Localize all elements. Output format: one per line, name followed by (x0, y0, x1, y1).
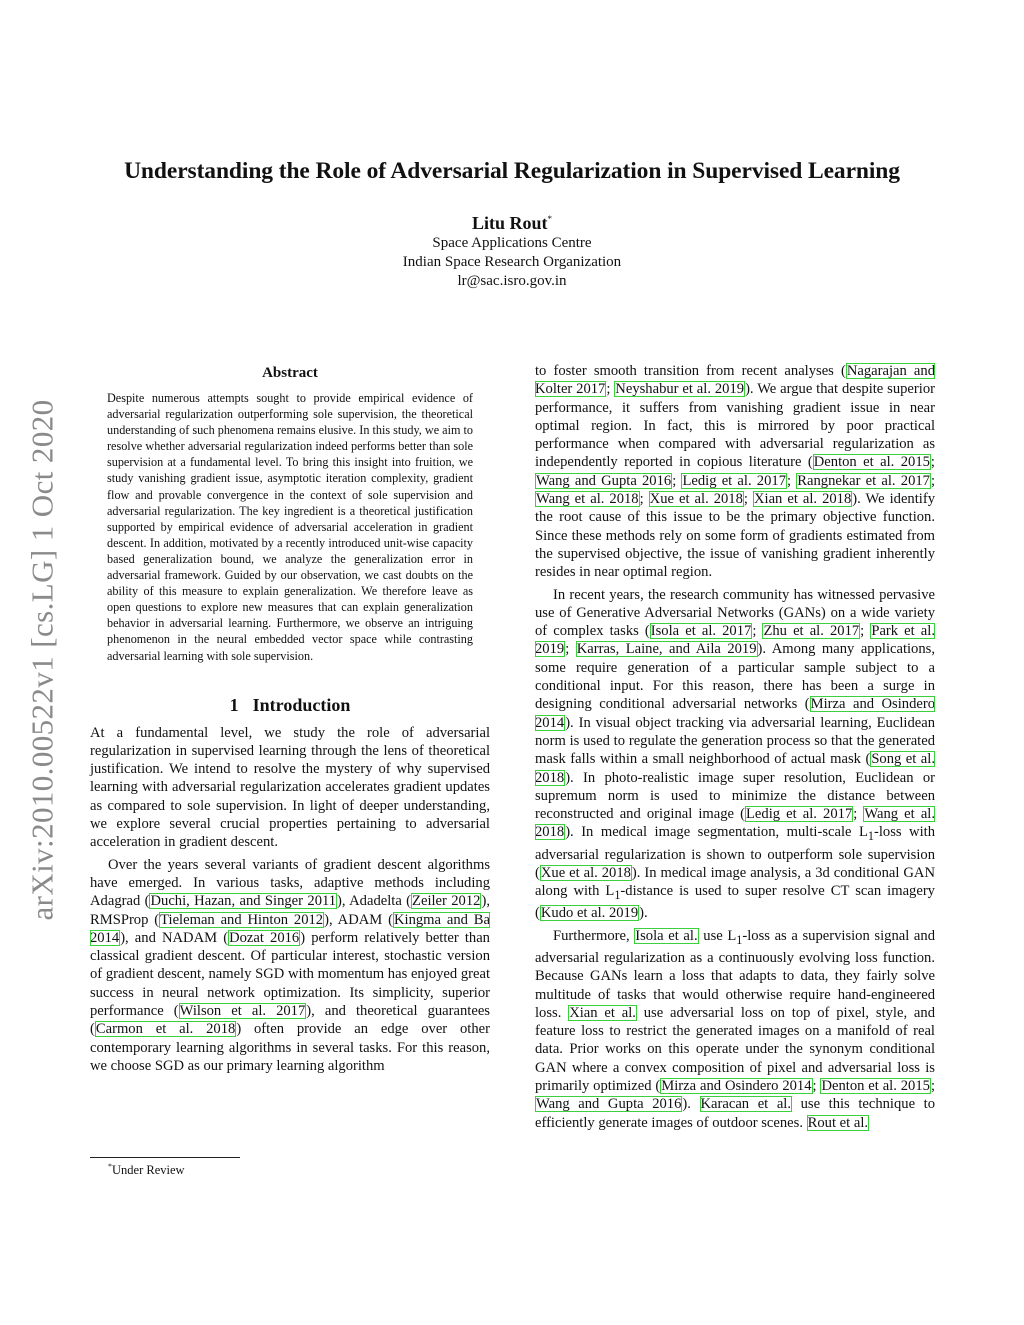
intro-paragraph: At a fundamental level, we study the role of adversarial regularization in supervised learning through the lens of theoretical justification. We intend to resolve the mystery of why supervised learning with adversarial regularization accelerates gradient updates as compared to sole supervision. In light of deeper understanding, we explore several crucial properties pertaining to adversarial acceleration in gradient descent. (90, 724, 490, 851)
abstract-heading: Abstract (262, 365, 318, 381)
citation-link[interactable]: Denton et al. 2015 (821, 1078, 930, 1094)
citation-link[interactable]: Wang et al. 2018 (536, 491, 639, 508)
citation-link[interactable]: Zhu et al. 2017 (763, 623, 860, 640)
section-heading (90, 694, 490, 716)
citation-link[interactable]: Mirza and Osindero 2014 (661, 1078, 812, 1094)
citation-link[interactable]: Neyshabur et al. 2019 (615, 381, 745, 398)
citation-link[interactable]: Kudo et al. 2019 (540, 905, 639, 922)
affiliation-line: Indian Space Research Organization (402, 254, 622, 270)
body-paragraph: to foster smooth transition from recent analyses (Nagarajan and Kolter 2017; Neyshabur et al. 2019). We argue that despite superior performance, it suffers from vanishing gradient issue in near optimal region. In fact, this is mirrored by poor practical performance when compared with adversarial regularization as independently reported in copious literature (Denton et al. 2015; Wang and Gupta 2016; Ledig et al. 2017; Rangnekar et al. 2017; Wang et al. 2018; Xue et al. 2018; Xian et al. 2018). We identify the root cause of this issue to be the primary objective function. Since these methods rely on some form of gradients estimated from the supervised objective, the issue of vanishing gradient inherently resides in near optimal region. (535, 363, 936, 581)
citation-link[interactable]: Dozat 2016 (229, 929, 300, 946)
footnote-rule (90, 1157, 240, 1158)
citation-link[interactable]: Mirza and Osindero 2014 (535, 696, 936, 731)
citation-link[interactable]: Xue et al. 2018 (540, 864, 631, 881)
citation-link[interactable]: Tieleman and Hinton 2012 (160, 911, 324, 928)
citation-link[interactable]: Ledig et al. 2017 (746, 806, 853, 823)
author-footnote-mark: * (547, 214, 552, 224)
citation-link[interactable]: Isola et al. (635, 927, 698, 944)
affiliation-line: Space Applications Centre (432, 235, 592, 251)
section-number: 1 (229, 694, 239, 715)
right-column (535, 362, 935, 1132)
author-block (0, 208, 1024, 291)
section-title: Introduction (252, 694, 351, 715)
citation-link[interactable]: Kingma and Ba 2014 (90, 911, 490, 946)
arxiv-stamp (5, 365, 80, 955)
footnote (108, 1162, 185, 1178)
body-paragraph: In recent years, the research community has witnessed pervasive use of Generative Adversarial Networks (GANs) on a wide variety of complex tasks (Isola et al. 2017; Zhu et al. 2017; Park et al. 2019; Karras, Laine, and Aila 2019). Among many applications, some require generation of a particular sample subject to a conditional input. For this reason, there has been a surge in designing conditional adversarial networks (Mirza and Osindero 2014). In visual object tracking via adversarial learning, Euclidean norm is used to regulate the generation process so that the generated mask falls within a small neighborhood of actual mask (Song et al. 2018). In photo-realistic image super resolution, Euclidean or supremum norm is used to minimize the distance between reconstructed and original image (Ledig et al. 2017; Wang et al. 2018). In medical image segmentation, multi-scale $L_1$-loss with adversarial regularization is shown to outperform sole supervision (Xue et al. 2018). In medical image analysis, a 3d conditional GAN along with $L_1$-distance is used to super resolve CT scan imagery (Kudo et al. 2019). (535, 586, 936, 922)
citation-link[interactable]: Xue et al. 2018 (649, 491, 743, 508)
citation-link[interactable]: Carmon et al. 2018 (95, 1021, 236, 1038)
abstract-text: Despite numerous attempts sought to provide empirical evidence of adversarial regularization outperforming sole supervision, the theoretical understanding of such phenomena remains elusive. In this study, we aim to resolve whether adversarial regularization indeed performs better than sole supervision at a fundamental level. To bring this insight into fruition, we study vanishing gradient issue, asymptotic iteration complexity, gradient flow and provable convergence in the context of sole supervision and adversarial regularization. The key ingredient is a theoretical justification supported by empirical evidence of adversarial acceleration in gradient descent. In addition, motivated by a recently introduced unit-wise capacity based generalization bound, we analyze the generalization error in adversarial framework. Guided by our observation, we cast doubts on the ability of this measure to explain generalization. We therefore leave as open questions to explore new measures that can explain generalization behavior in adversarial learning. Furthermore, we observe an intriguing phenomenon in the neural embedded vector space while contrasting adversarial learning with sole supervision. (107, 391, 473, 663)
citation-link[interactable]: Karras, Laine, and Aila 2019 (576, 641, 757, 658)
citation-link[interactable]: Denton et al. 2015 (813, 454, 930, 471)
citation-link[interactable]: Isola et al. 2017 (650, 623, 752, 640)
citation-link[interactable]: Rangnekar et al. 2017 (797, 472, 930, 489)
citation-link[interactable]: Duchi, Hazan, and Singer 2011 (150, 893, 337, 910)
citation-link[interactable]: Nagarajan and Kolter 2017 (535, 363, 935, 398)
citation-link[interactable]: Wang and Gupta 2016 (536, 1096, 682, 1113)
citation-link[interactable]: Wilson et al. 2017 (179, 1003, 306, 1020)
arxiv-identifier: arXiv:2010.00522v1 [cs.LG] 1 Oct 2020 (24, 399, 60, 921)
citation-link[interactable]: Xian et al. 2018 (753, 491, 852, 508)
paper-title: Understanding the Role of Adversarial Regularization in Supervised Learning (124, 158, 900, 184)
body-paragraph: Furthermore, Isola et al. use $L_1$-loss as a supervision signal and adversarial regularization as a continuously evolving loss function. Because GANs learn a loss that adapts to data, they fairly solve multitude of tasks that would otherwise require hand-engineered loss. Xian et al. use adversarial loss on top of pixel, style, and feature loss to restrict the generated images on a manifold of real data. Prior works on this operate under the synonym conditional GAN where a convex composition of pixel and adversarial loss is primarily optimized (Mirza and Osindero 2014; Denton et al. 2015; Wang and Gupta 2016). Karacan et al. use this technique to efficiently generate images of outdoor scenes. Rout et al. (535, 927, 936, 1131)
citation-link[interactable]: Ledig et al. 2017 (682, 472, 786, 489)
citation-link[interactable]: Zeiler 2012 (412, 893, 481, 910)
citation-link[interactable]: Karacan et al. (700, 1096, 792, 1113)
citation-link[interactable]: Rout et al. (807, 1114, 869, 1131)
intro-paragraph: Over the years several variants of gradient descent algorithms have emerged. In various tasks, adaptive methods including Adagrad (Duchi, Hazan, and Singer 2011), Adadelta (Zeiler 2012), RMSProp (Tieleman and Hinton 2012), ADAM (Kingma and Ba 2014), and NADAM (Dozat 2016) perform relatively better than classical gradient descent. Of particular interest, stochastic version of gradient descent, namely SGD with momentum has enjoyed great success in neural network optimization. Its simplicity, superior performance (Wilson et al. 2017), and theoretical guarantees (Carmon et al. 2018) often provide an edge over other contemporary learning algorithms in several tasks. For this reason, we choose SGD as our primary learning algorithm (90, 856, 490, 1074)
citation-link[interactable]: Park et al. 2019 (535, 623, 935, 658)
left-column (90, 362, 490, 1075)
author-email: lr@sac.isro.gov.in (457, 273, 567, 289)
author-name: Litu Rout* (471, 213, 552, 233)
citation-link[interactable]: Song et al. 2018 (535, 751, 935, 786)
citation-link[interactable]: Wang and Gupta 2016 (536, 472, 672, 489)
citation-link[interactable]: Xian et al. (569, 1004, 636, 1021)
citation-link[interactable]: Wang et al. 2018 (535, 806, 935, 841)
footnote-text: Under Review (112, 1163, 185, 1178)
footnote-mark: * (108, 1162, 112, 1171)
